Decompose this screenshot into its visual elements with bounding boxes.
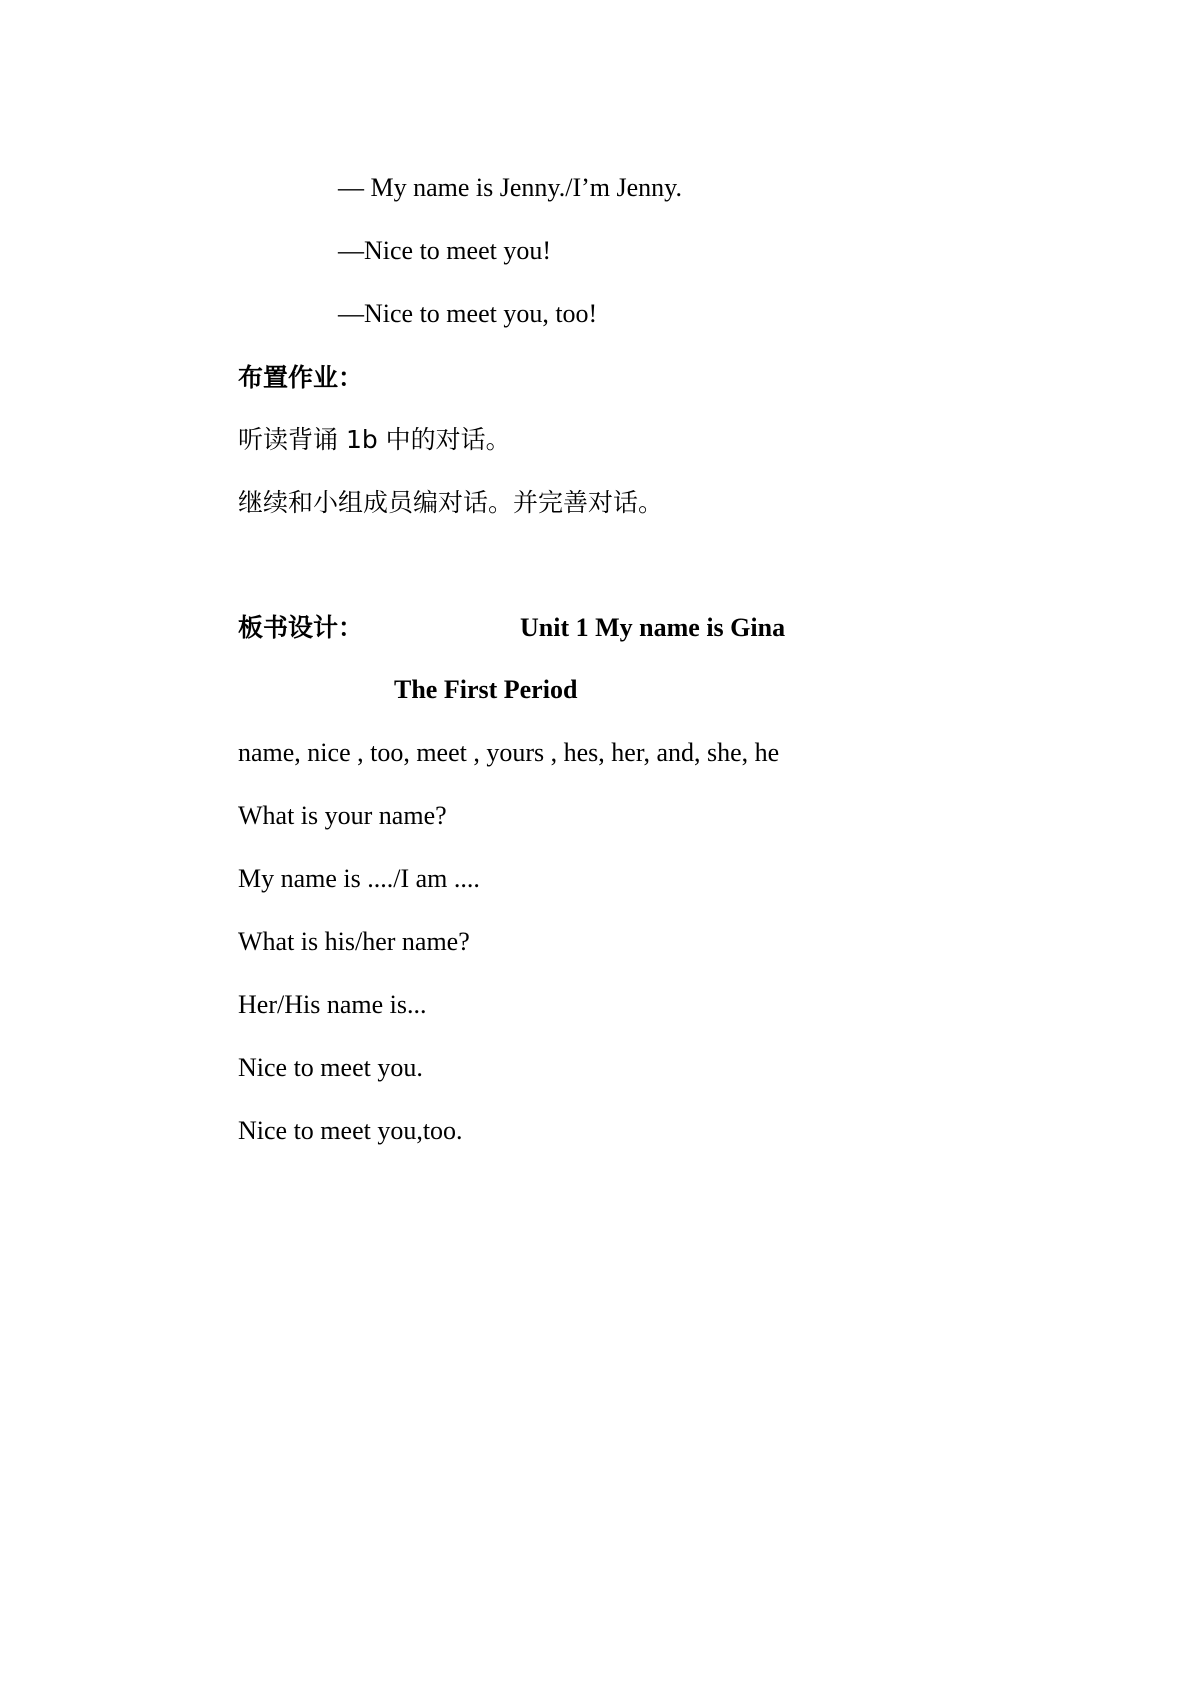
board-line: My name is ..../I am .... <box>238 864 480 893</box>
board-design-subtitle: The First Period <box>394 675 578 704</box>
board-line: Nice to meet you,too. <box>238 1116 463 1145</box>
homework-item: 听读背诵 1b 中的对话。 <box>238 425 511 454</box>
homework-item: 继续和小组成员编对话。并完善对话。 <box>238 488 664 517</box>
board-line: Her/His name is... <box>238 990 427 1019</box>
dialog-line: —Nice to meet you, too! <box>338 299 598 328</box>
dialog-line: —Nice to meet you! <box>338 236 551 265</box>
board-line: What is his/her name? <box>238 927 470 956</box>
homework-heading: 布置作业： <box>238 363 364 392</box>
board-line: What is your name? <box>238 801 447 830</box>
board-line: name, nice , too, meet , yours , hes, her, and, she, he <box>238 738 780 767</box>
dialog-line: — My name is Jenny./I’m Jenny. <box>338 173 682 202</box>
board-design-title: Unit 1 My name is Gina <box>520 613 786 642</box>
board-line: Nice to meet you. <box>238 1053 423 1082</box>
board-design-heading: 板书设计： <box>238 613 364 642</box>
